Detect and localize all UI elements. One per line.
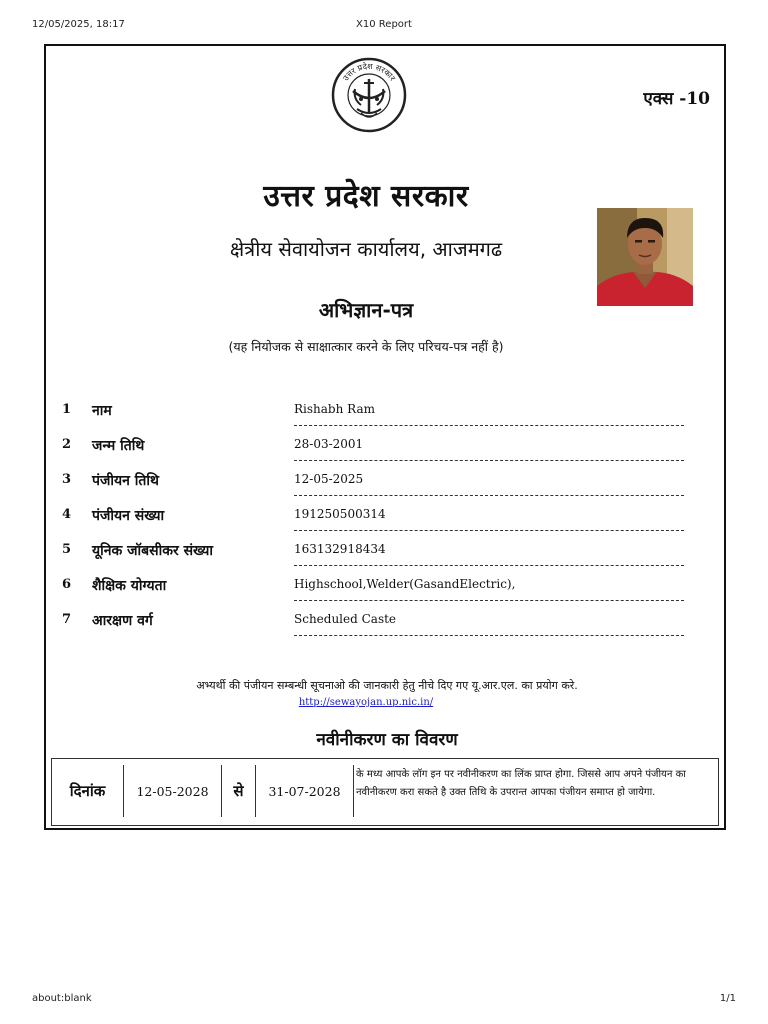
info-link-container [46, 697, 686, 708]
emblem-text: उत्तर प्रदेश सरकार [341, 61, 397, 83]
renewal-to-date: 31-07-2028 [256, 765, 354, 817]
renewal-title: नवीनीकरण का विवरण [316, 730, 458, 750]
office-name: क्षेत्रीय सेवायोजन कार्यालय, आजमगढ [229, 237, 503, 261]
detail-value-registration-date: 12-05-2025 [294, 472, 684, 496]
page-count: 1/1 [719, 993, 736, 1004]
government-title: उत्तर प्रदेश सरकार [263, 179, 469, 214]
renewal-date-label: दिनांक [52, 765, 124, 817]
identity-card [44, 44, 726, 830]
renewal-from-date: 12-05-2028 [124, 765, 222, 817]
form-code: एक्स -10 [643, 89, 710, 109]
detail-row-reservation-category [60, 606, 690, 641]
sewayojan-link[interactable]: http://sewayojan.up.nic.in/ [298, 697, 434, 708]
detail-row-registration-number [60, 501, 690, 536]
print-datetime: 12/05/2025, 18:17 [32, 19, 125, 30]
renewal-table [51, 758, 719, 826]
detail-row-dob [60, 431, 690, 466]
detail-value-name: Rishabh Ram [294, 402, 684, 426]
detail-number: 2 [62, 437, 72, 452]
detail-value-jobseeker-number: 163132918434 [294, 542, 684, 566]
renewal-to-label: से [222, 765, 256, 817]
detail-label: आरक्षण वर्ग [92, 613, 153, 629]
info-text: अभ्यर्थी की पंजीयन सम्बन्धी सूचनाओ की जानकारी हेतु नीचे दिए गए यू.आर.एल. का प्रयोग करे. [196, 679, 578, 692]
detail-row-qualification [60, 571, 690, 606]
up-govt-emblem-icon [331, 55, 407, 135]
card-title: अभिज्ञान-पत्र [318, 298, 414, 322]
detail-row-name [60, 396, 690, 431]
detail-label: जन्म तिथि [92, 438, 145, 454]
details-list [60, 396, 690, 641]
detail-value-registration-number: 191250500314 [294, 507, 684, 531]
detail-number: 1 [62, 402, 72, 417]
detail-label: पंजीयन संख्या [92, 508, 165, 524]
print-header [32, 19, 736, 33]
detail-value-dob: 28-03-2001 [294, 437, 684, 461]
print-url: about:blank [32, 993, 92, 1004]
detail-label: पंजीयन तिथि [92, 473, 159, 489]
detail-number: 5 [62, 542, 72, 557]
detail-value-reservation-category: Scheduled Caste [294, 612, 684, 636]
applicant-photo [597, 208, 693, 306]
print-title: X10 Report [356, 19, 412, 30]
detail-label: यूनिक जॉबसीकर संख्या [92, 543, 213, 559]
print-footer [32, 993, 736, 1007]
detail-value-qualification: Highschool,Welder(GasandElectric), [294, 577, 684, 601]
detail-row-registration-date [60, 466, 690, 501]
detail-label: नाम [92, 403, 112, 419]
detail-number: 6 [62, 577, 72, 592]
detail-number: 7 [62, 612, 72, 627]
detail-number: 3 [62, 472, 72, 487]
renewal-description: के मध्य आपके लॉग इन पर नवीनीकरण का लिंक प्राप्त होगा. जिससे आप अपने पंजीयन का नवीनीकरण करा सकते है उक्त तिथि के उपरान्त आपका पंजीयन समाप्त हो जायेगा. [356, 769, 686, 798]
detail-row-jobseeker-number [60, 536, 690, 571]
detail-number: 4 [62, 507, 72, 522]
card-note: (यह नियोजक से साक्षात्कार करने के लिए परिचय-पत्र नहीं है) [228, 339, 504, 354]
detail-label: शैक्षिक योग्यता [92, 578, 167, 594]
